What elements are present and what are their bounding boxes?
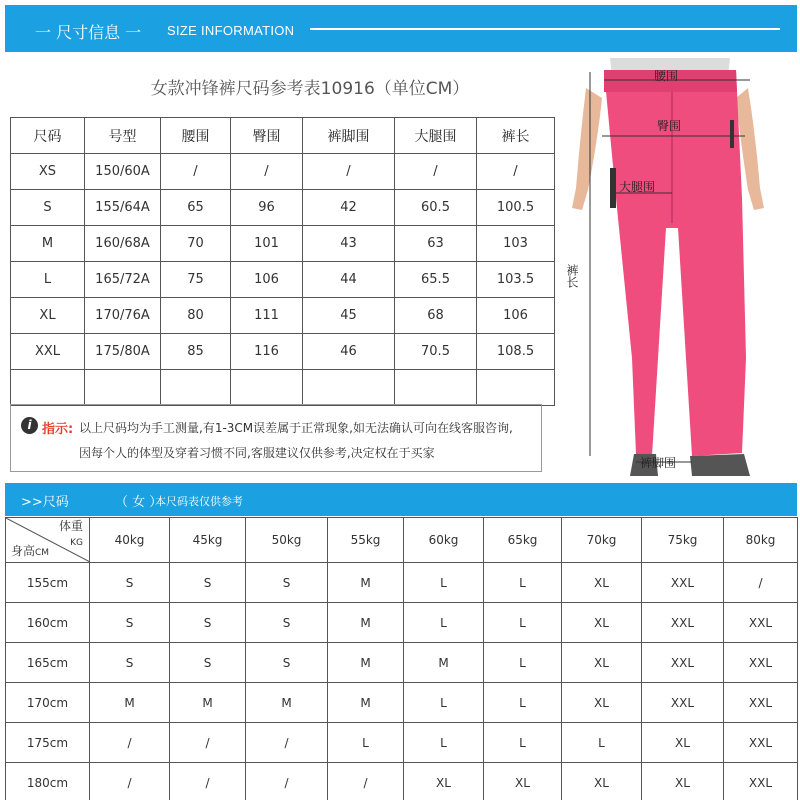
section-subtitle: 本尺码表仅供参考 — [155, 495, 243, 508]
size-chart-cell: 160/68A — [85, 226, 161, 262]
size-chart-cell: / — [303, 154, 395, 190]
size-recommendation-cell: XXL — [642, 603, 724, 643]
size-recommendation-cell: XL — [404, 763, 484, 800]
size-chart-cell: 85 — [161, 334, 231, 370]
size-chart-row — [11, 370, 555, 406]
banner-title-zh: 一 尺寸信息 一 — [35, 23, 142, 42]
size-chart-cell — [231, 370, 303, 406]
size-chart-cell: XL — [11, 298, 85, 334]
size-recommendation-cell: XL — [562, 563, 642, 603]
size-recommendation-cell: XXL — [724, 683, 798, 723]
size-chart-cell: 45 — [303, 298, 395, 334]
size-chart-cell — [477, 370, 555, 406]
thigh-label: 大腿围 — [619, 180, 656, 194]
height-weight-body — [6, 563, 798, 800]
size-chart-cell: 103 — [477, 226, 555, 262]
height-cell: 170cm — [6, 683, 90, 723]
size-recommendation-cell: M — [246, 683, 328, 723]
measurement-note — [10, 404, 542, 472]
size-recommendation-cell: L — [328, 723, 404, 763]
size-chart-cell: 101 — [231, 226, 303, 262]
weight-header-cell: 80kg — [724, 518, 798, 563]
header-thigh: 大腿围 — [395, 118, 477, 154]
size-recommendation-cell: M — [404, 643, 484, 683]
size-recommendation-cell: S — [246, 603, 328, 643]
size-recommendation-cell: XXL — [724, 763, 798, 800]
size-chart-cell: XS — [11, 154, 85, 190]
corner-weight: 体重 KG — [58, 519, 83, 548]
weight-header-cell: 55kg — [328, 518, 404, 563]
corner-cell — [6, 518, 90, 563]
size-chart-cell — [161, 370, 231, 406]
size-recommendation-cell: XXL — [642, 683, 724, 723]
size-recommendation-cell: XL — [642, 763, 724, 800]
note-line-2: 因每个人的体型及穿着习惯不同,客服建议仅供参考,决定权在于买家 — [79, 446, 435, 460]
size-chart-cell: 80 — [161, 298, 231, 334]
size-chart-cell: 100.5 — [477, 190, 555, 226]
size-chart-cell: 65.5 — [395, 262, 477, 298]
size-recommendation-cell: M — [328, 683, 404, 723]
height-weight-table — [5, 517, 798, 800]
header-model: 号型 — [85, 118, 161, 154]
size-recommendation-cell: S — [170, 603, 246, 643]
height-row — [6, 563, 798, 603]
size-recommendation-cell: S — [90, 563, 170, 603]
waist-label: 腰围 — [654, 69, 679, 83]
size-recommendation-cell: S — [170, 563, 246, 603]
size-recommendation-cell: / — [246, 723, 328, 763]
size-recommendation-cell: M — [328, 643, 404, 683]
size-recommendation-cell: L — [484, 683, 562, 723]
size-recommendation-cell: / — [246, 763, 328, 800]
size-chart-row — [11, 262, 555, 298]
size-chart-row — [11, 334, 555, 370]
size-recommendation-cell: S — [90, 603, 170, 643]
size-chart-cell — [11, 370, 85, 406]
size-chart-cell: 42 — [303, 190, 395, 226]
size-recommendation-cell: M — [90, 683, 170, 723]
size-chart-cell: 108.5 — [477, 334, 555, 370]
hem-label: 裤脚围 — [640, 456, 677, 470]
pants-measurement-figure — [560, 58, 800, 478]
height-row — [6, 723, 798, 763]
size-recommendation-cell: L — [562, 723, 642, 763]
size-chart-cell: / — [231, 154, 303, 190]
height-cell: 165cm — [6, 643, 90, 683]
size-recommendation-cell: XXL — [642, 643, 724, 683]
weight-header-cell: 40kg — [90, 518, 170, 563]
size-recommendation-cell: L — [484, 603, 562, 643]
size-chart-cell: 75 — [161, 262, 231, 298]
size-chart-cell: 116 — [231, 334, 303, 370]
size-recommendation-cell: / — [90, 763, 170, 800]
weight-header-cell: 65kg — [484, 518, 562, 563]
size-chart-cell: 155/64A — [85, 190, 161, 226]
size-chart-cell: 96 — [231, 190, 303, 226]
weight-header-cell: 60kg — [404, 518, 484, 563]
banner-divider — [310, 28, 780, 30]
size-recommendation-cell: S — [170, 643, 246, 683]
size-chart-row — [11, 226, 555, 262]
size-recommendation-cell: M — [170, 683, 246, 723]
length-label: 裤长 — [565, 264, 579, 288]
banner-title-en: SIZE INFORMATION — [167, 23, 295, 38]
size-recommendation-cell: L — [404, 683, 484, 723]
size-chart-cell: 44 — [303, 262, 395, 298]
size-chart-title: 女款冲锋裤尺码参考表10916（单位CM） — [150, 79, 470, 99]
size-recommendation-cell: M — [328, 603, 404, 643]
size-recommendation-cell: XXL — [724, 643, 798, 683]
size-chart-cell: / — [477, 154, 555, 190]
size-recommendation-cell: L — [404, 603, 484, 643]
size-chart-cell: L — [11, 262, 85, 298]
size-chart-row — [11, 154, 555, 190]
height-row — [6, 683, 798, 723]
size-chart-body — [11, 154, 555, 406]
size-chart-cell: 63 — [395, 226, 477, 262]
size-chart-cell: 103.5 — [477, 262, 555, 298]
size-chart-cell: / — [395, 154, 477, 190]
size-chart-cell: 106 — [231, 262, 303, 298]
note-label: 指示: — [42, 422, 74, 437]
size-recommendation-cell: XL — [562, 683, 642, 723]
weight-header-row — [6, 518, 798, 563]
size-chart-cell: 70.5 — [395, 334, 477, 370]
size-chart-cell — [85, 370, 161, 406]
height-row — [6, 643, 798, 683]
size-recommendation-cell: L — [484, 563, 562, 603]
weight-header-cell: 70kg — [562, 518, 642, 563]
size-recommendation-cell: XL — [642, 723, 724, 763]
hip-label: 臀围 — [657, 119, 682, 133]
size-recommendation-cell: S — [90, 643, 170, 683]
weight-header-cell: 50kg — [246, 518, 328, 563]
height-cell: 175cm — [6, 723, 90, 763]
size-chart-cell: 68 — [395, 298, 477, 334]
size-chart-row — [11, 190, 555, 226]
size-chart-cell: S — [11, 190, 85, 226]
size-chart-cell: 170/76A — [85, 298, 161, 334]
size-chart-cell: 60.5 — [395, 190, 477, 226]
header-hem: 裤脚围 — [303, 118, 395, 154]
size-chart-cell — [395, 370, 477, 406]
size-chart-cell: 165/72A — [85, 262, 161, 298]
size-recommendation-cell: XXL — [724, 603, 798, 643]
size-recommendation-cell: XL — [484, 763, 562, 800]
size-recommendation-cell: XL — [562, 603, 642, 643]
weight-header-cell: 45kg — [170, 518, 246, 563]
size-chart-cell: 65 — [161, 190, 231, 226]
size-recommendation-cell: / — [724, 563, 798, 603]
size-recommendation-cell: L — [404, 563, 484, 603]
corner-height: 身高CM — [11, 544, 50, 558]
header-hip: 臀围 — [231, 118, 303, 154]
size-recommendation-cell: M — [328, 563, 404, 603]
size-chart-cell: / — [161, 154, 231, 190]
section-gender: （ 女 ） — [115, 495, 163, 510]
size-chart-cell: 43 — [303, 226, 395, 262]
size-chart-cell: 46 — [303, 334, 395, 370]
height-row — [6, 603, 798, 643]
size-chart-cell: 70 — [161, 226, 231, 262]
height-cell: 160cm — [6, 603, 90, 643]
size-chart-cell — [303, 370, 395, 406]
size-chart-row — [11, 298, 555, 334]
section-title: >>尺码 — [21, 495, 69, 510]
note-line-1: 以上尺码均为手工测量,有1-3CM误差属于正常现象,如无法确认可向在线客服咨询, — [79, 421, 513, 435]
size-recommendation-cell: L — [484, 643, 562, 683]
size-recommendation-cell: XL — [562, 643, 642, 683]
height-cell: 180cm — [6, 763, 90, 800]
size-chart-table — [10, 117, 555, 406]
size-chart-cell: 150/60A — [85, 154, 161, 190]
size-chart-header-row — [11, 118, 555, 154]
size-recommendation-cell: XL — [562, 763, 642, 800]
size-recommendation-cell: / — [170, 723, 246, 763]
size-recommendation-cell: S — [246, 563, 328, 603]
recommend-section-header — [5, 483, 797, 516]
size-recommendation-cell: L — [404, 723, 484, 763]
height-row — [6, 763, 798, 800]
size-recommendation-cell: XXL — [724, 723, 798, 763]
size-info-banner — [5, 5, 797, 52]
size-recommendation-cell: / — [170, 763, 246, 800]
size-chart-cell: XXL — [11, 334, 85, 370]
size-recommendation-cell: / — [328, 763, 404, 800]
size-chart-cell: 175/80A — [85, 334, 161, 370]
header-waist: 腰围 — [161, 118, 231, 154]
size-chart-cell: 111 — [231, 298, 303, 334]
size-chart-cell: 106 — [477, 298, 555, 334]
height-cell: 155cm — [6, 563, 90, 603]
info-icon: i — [21, 417, 38, 434]
header-length: 裤长 — [477, 118, 555, 154]
size-recommendation-cell: S — [246, 643, 328, 683]
size-recommendation-cell: / — [90, 723, 170, 763]
weight-header-cell: 75kg — [642, 518, 724, 563]
size-recommendation-cell: XXL — [642, 563, 724, 603]
size-chart-cell: M — [11, 226, 85, 262]
header-size: 尺码 — [11, 118, 85, 154]
size-recommendation-cell: L — [484, 723, 562, 763]
